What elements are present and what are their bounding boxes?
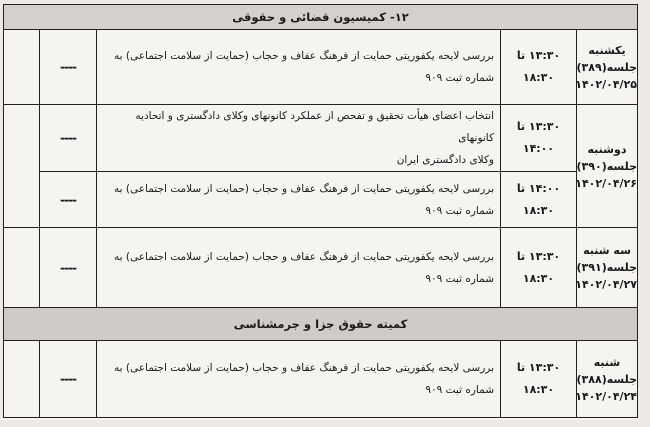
date-label: ۱۴۰۲/۰۴/۲۴ bbox=[575, 389, 637, 403]
day-label: سه شنبه bbox=[583, 244, 631, 257]
blank-cell bbox=[4, 341, 40, 418]
agenda-cell bbox=[97, 228, 501, 308]
blank-cell bbox=[4, 30, 40, 105]
day-label: یکشنبه bbox=[588, 43, 626, 57]
note-cell: ---- bbox=[40, 341, 97, 418]
time-end: ۱۸:۳۰ bbox=[522, 71, 555, 84]
agenda-line: بررسی لایحه یکفوریتی حمایت از فرهنگ عفاف و حجاب (حمایت از سلامت اجتماعی) به bbox=[114, 250, 494, 263]
section-header-row bbox=[4, 308, 638, 341]
day-cell bbox=[577, 341, 638, 418]
day-label: شنبه bbox=[593, 355, 621, 369]
table-row bbox=[4, 228, 638, 308]
date-label: ۱۴۰۲/۰۴/۲۵ bbox=[575, 77, 637, 91]
table-row bbox=[4, 30, 638, 105]
session-label: جلسه(۳۹۱) bbox=[576, 261, 637, 274]
table-row bbox=[4, 341, 638, 418]
section-header-row bbox=[4, 5, 638, 30]
table-row bbox=[4, 105, 638, 172]
agenda-line: بررسی لایحه یکفوریتی حمایت از فرهنگ عفاف و حجاب (حمایت از سلامت اجتماعی) به bbox=[114, 182, 494, 195]
agenda-cell bbox=[97, 105, 501, 172]
agenda-line: شماره ثبت ۹۰۹ bbox=[425, 384, 494, 396]
document-page bbox=[3, 4, 637, 420]
table-row bbox=[4, 172, 638, 228]
time-end: ۱۸:۳۰ bbox=[522, 271, 555, 285]
agenda-line: شماره ثبت ۹۰۹ bbox=[425, 204, 494, 217]
agenda-line: وکلای دادگستری ایران bbox=[396, 154, 494, 166]
note-cell: ---- bbox=[40, 172, 97, 228]
time-cell bbox=[501, 172, 577, 228]
time-end: ۱۴:۰۰ bbox=[522, 142, 555, 155]
note-cell: ---- bbox=[40, 105, 97, 172]
agenda-line: شماره ثبت ۹۰۹ bbox=[425, 272, 494, 285]
agenda-cell bbox=[97, 341, 501, 418]
time-end: ۱۸:۳۰ bbox=[522, 383, 555, 396]
day-label: دوشنبه bbox=[587, 142, 627, 156]
time-cell bbox=[501, 105, 577, 172]
time-cell bbox=[501, 341, 577, 418]
date-label: ۱۴۰۲/۰۴/۲۶ bbox=[575, 176, 637, 190]
agenda-line: شماره ثبت ۹۰۹ bbox=[425, 72, 494, 84]
day-cell bbox=[577, 105, 638, 228]
section-title-judicial-commission: ۱۲- کمیسیون قضائی و حقوقی bbox=[4, 5, 638, 30]
agenda-line: بررسی لایحه یکفوریتی حمایت از فرهنگ عفاف و حجاب (حمایت از سلامت اجتماعی) به bbox=[114, 50, 494, 62]
blank-cell bbox=[4, 105, 40, 228]
date-label: ۱۴۰۲/۰۴/۲۷ bbox=[575, 278, 637, 291]
day-cell bbox=[577, 228, 638, 308]
section-title-criminal-law-committee: کمیته حقوق جزا و جرمشناسی bbox=[4, 308, 638, 341]
session-label: جلسه(۳۸۸) bbox=[576, 372, 637, 386]
day-cell bbox=[577, 30, 638, 105]
time-cell bbox=[501, 228, 577, 308]
agenda-line: انتخاب اعضای هیأت تحقیق و تفحص از عملکرد کانونهای وکلای دادگستری و اتحادیه کانونهای bbox=[135, 110, 494, 144]
note-cell: ---- bbox=[40, 228, 97, 308]
committee-schedule-table bbox=[3, 4, 638, 418]
time-start: ۱۳:۳۰ تا bbox=[516, 249, 561, 263]
agenda-cell bbox=[97, 30, 501, 105]
agenda-cell bbox=[97, 172, 501, 228]
time-start: ۱۳:۳۰ تا bbox=[516, 49, 561, 62]
session-label: جلسه(۳۹۰) bbox=[576, 159, 637, 173]
blank-cell bbox=[4, 228, 40, 308]
time-start: ۱۳:۳۰ تا bbox=[516, 120, 561, 133]
agenda-line: بررسی لایحه یکفوریتی حمایت از فرهنگ عفاف و حجاب (حمایت از سلامت اجتماعی) به bbox=[114, 362, 494, 374]
time-end: ۱۸:۳۰ bbox=[522, 203, 555, 217]
time-start: ۱۳:۳۰ تا bbox=[516, 361, 561, 374]
time-cell bbox=[501, 30, 577, 105]
time-start: ۱۴:۰۰ تا bbox=[516, 181, 561, 195]
session-label: جلسه(۳۸۹) bbox=[576, 60, 637, 74]
note-cell: ---- bbox=[40, 30, 97, 105]
